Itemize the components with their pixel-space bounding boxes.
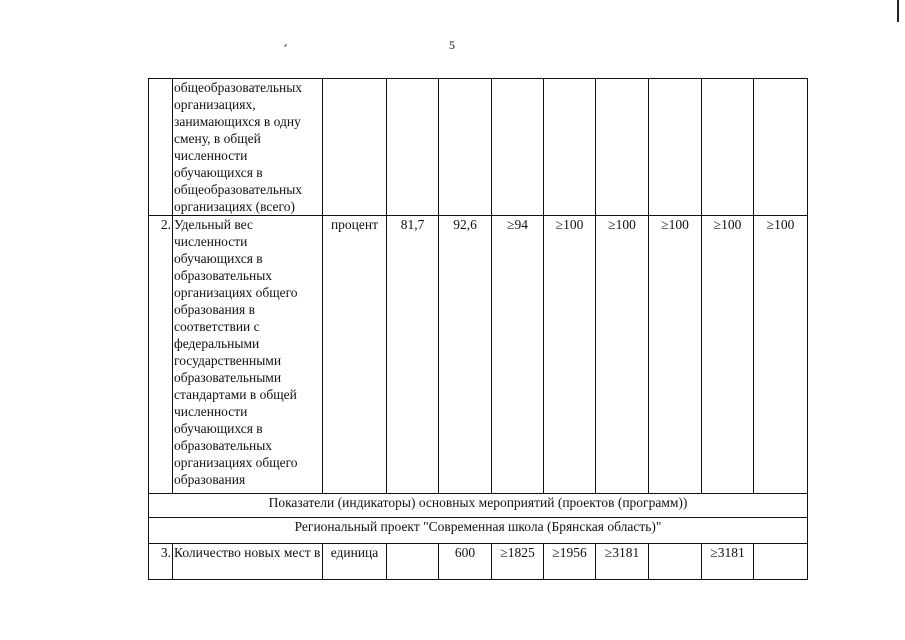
- scan-mark-right-edge: [897, 0, 899, 22]
- cell-value: ≥100: [544, 216, 596, 494]
- cell-indicator: Количество новых мест в: [173, 544, 323, 580]
- cell-value: [649, 79, 702, 216]
- indicators-table: [148, 78, 808, 580]
- page-number: 5: [449, 38, 455, 52]
- cell-value: [544, 79, 596, 216]
- cell-value: 81,7: [387, 216, 439, 494]
- cell-value: ≥100: [649, 216, 702, 494]
- cell-value: ≥100: [754, 216, 808, 494]
- section-row: [149, 494, 808, 518]
- cell-value: [439, 79, 492, 216]
- cell-unit: процент: [323, 216, 387, 494]
- cell-num: 2.: [149, 216, 173, 494]
- scan-mark-tick: [284, 44, 287, 47]
- cell-num: 3.: [149, 544, 173, 580]
- section-heading: Региональный проект "Современная школа (Брянская область)": [149, 518, 808, 544]
- cell-value: ≥100: [702, 216, 754, 494]
- table-row-3: [149, 544, 808, 580]
- section-heading: Показатели (индикаторы) основных мероприятий (проектов (программ)): [149, 494, 808, 518]
- cell-value: [754, 79, 808, 216]
- table-row-2: [149, 216, 808, 494]
- cell-value: ≥3181: [702, 544, 754, 580]
- cell-value: [754, 544, 808, 580]
- cell-value: ≥3181: [596, 544, 649, 580]
- cell-value: [387, 79, 439, 216]
- cell-value: [596, 79, 649, 216]
- cell-value: ≥1956: [544, 544, 596, 580]
- cell-unit: единица: [323, 544, 387, 580]
- table-row-continued: [149, 79, 808, 216]
- cell-indicator: общеобразовательных организациях, занимающихся в одну смену, в общей численности обучающихся в общеобразовательных организациях (всего): [173, 79, 323, 216]
- cell-unit: [323, 79, 387, 216]
- section-row: [149, 518, 808, 544]
- cell-value: [702, 79, 754, 216]
- cell-value: 600: [439, 544, 492, 580]
- cell-value: ≥1825: [492, 544, 544, 580]
- cell-value: [387, 544, 439, 580]
- cell-value: [649, 544, 702, 580]
- cell-value: ≥94: [492, 216, 544, 494]
- cell-value: 92,6: [439, 216, 492, 494]
- cell-indicator: Удельный вес численности обучающихся в образовательных организациях общего образования в соответствии с федеральными государственными образовательными стандартами в общей численности обучающихся в образовательных организациях общего образования: [173, 216, 323, 494]
- cell-num: [149, 79, 173, 216]
- cell-value: ≥100: [596, 216, 649, 494]
- cell-value: [492, 79, 544, 216]
